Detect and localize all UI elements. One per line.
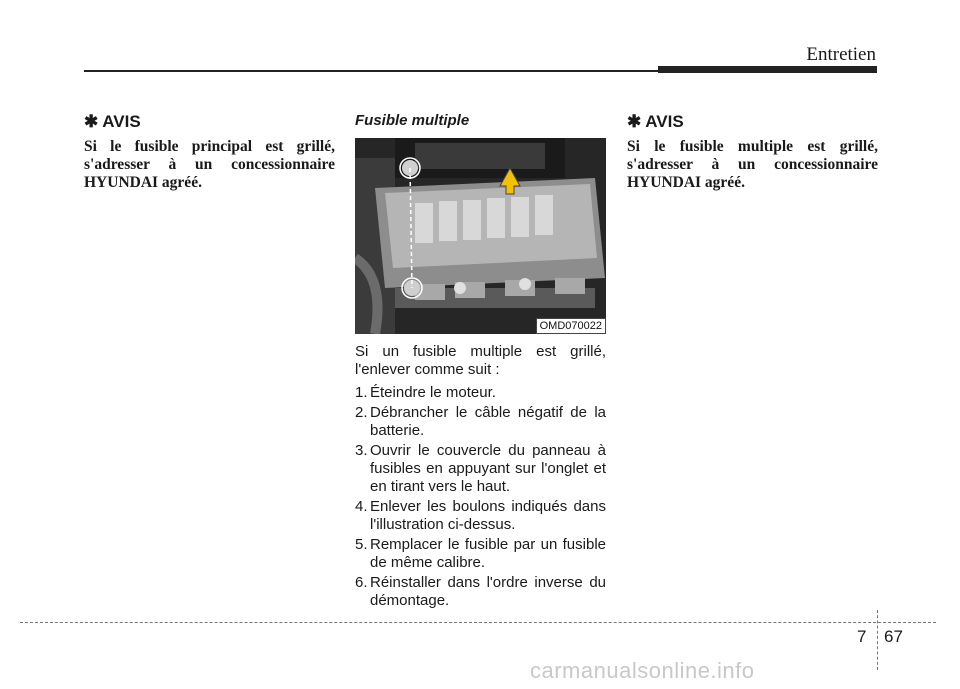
- section-title: Fusible multiple: [355, 112, 470, 129]
- figure-code-label: OMD070022: [536, 318, 606, 334]
- fuse-box-photo: [355, 138, 606, 334]
- left-column: [84, 112, 335, 192]
- list-item: 3. Ouvrir le couvercle du panneau à fusibles en appuyant sur l'onglet et en tirant vers le haut.: [355, 442, 606, 495]
- avis-text: Si le fusible principal est grillé, s'adresser à un concessionnaire HYUNDAI agréé.: [84, 138, 335, 191]
- footer-vertical-rule: [877, 610, 878, 670]
- page-header-title: Entretien: [806, 44, 876, 65]
- watermark-link[interactable]: carmanualsonline.info: [530, 658, 755, 683]
- avis-heading-label: AVIS: [645, 112, 684, 131]
- fuse-box-illustration: [355, 138, 606, 334]
- chapter-number: 7: [857, 627, 867, 646]
- list-item: 4. Enlever les boulons indiqués dans l'illustration ci-dessus.: [355, 498, 606, 533]
- intro-paragraph: Si un fusible multiple est grillé, l'enlever comme suit :: [355, 343, 606, 378]
- cross-star-icon: ✱: [627, 112, 642, 131]
- header-rule-thick: [658, 66, 877, 73]
- steps-list: [355, 384, 606, 610]
- middle-column: [355, 112, 606, 612]
- page-number: 67: [884, 627, 903, 646]
- list-item: 2. Débrancher le câble négatif de la batterie.: [355, 404, 606, 439]
- avis-heading: [84, 112, 335, 132]
- avis-text: Si le fusible multiple est grillé, s'adresser à un concessionnaire HYUNDAI agréé.: [627, 138, 878, 191]
- cross-star-icon: ✱: [84, 112, 99, 131]
- list-item: 5. Remplacer le fusible par un fusible de même calibre.: [355, 536, 606, 571]
- header-rule-thin: [84, 70, 662, 72]
- avis-heading-label: AVIS: [102, 112, 141, 131]
- avis-heading: [627, 112, 878, 132]
- right-column: [627, 112, 878, 192]
- list-item: 6. Réinstaller dans l'ordre inverse du démontage.: [355, 574, 606, 609]
- list-item: 1. Éteindre le moteur.: [355, 384, 496, 401]
- footer-rule: [20, 622, 936, 623]
